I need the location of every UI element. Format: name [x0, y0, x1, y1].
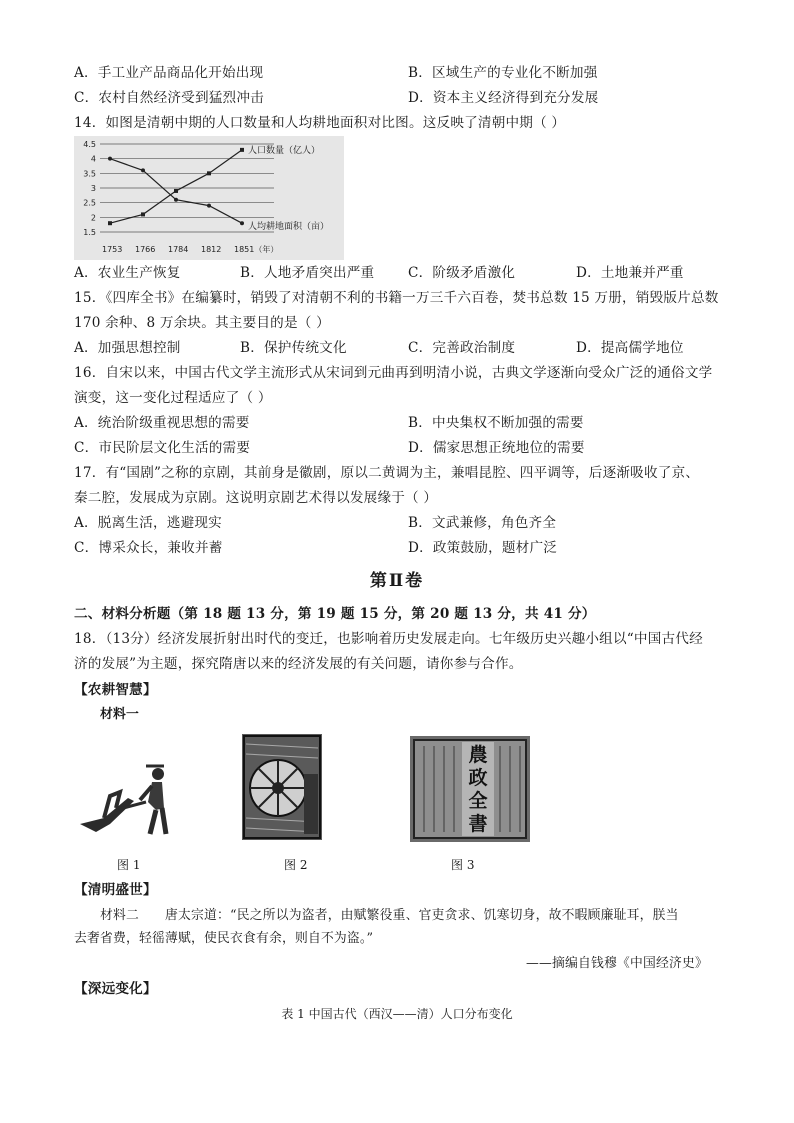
- data-point: [108, 221, 112, 225]
- q16-option-a[interactable]: A．统治阶级重视思想的需要: [74, 415, 250, 431]
- q13-option-a[interactable]: A．手工业产品商品化开始出现: [74, 65, 264, 81]
- data-point: [240, 148, 244, 152]
- y-tick-label: 4.5: [83, 140, 96, 149]
- fig3-caption: 图 3: [451, 858, 475, 872]
- q16-stem-line1: 16．自宋以来，中国古代文学主流形式从宋词到元曲再到明清小说，古典文学逐渐向受众广泛的通俗文学: [74, 365, 713, 381]
- material-2-line1: 材料二 唐太宗道：“民之所以为盗者，由赋繁役重、官吏贪求、饥寒切身，故不暇顾廉耻耳，朕当: [100, 908, 679, 923]
- x-tick-label: 1812: [201, 245, 222, 254]
- table-1-title: 表 1 中国古代（西汉——清）人口分布变化: [281, 1007, 513, 1021]
- q14-option-a[interactable]: A．农业生产恢复: [74, 265, 181, 281]
- legend-farmland: 人均耕地面积（亩）: [248, 222, 330, 233]
- material-1-label: 材料一: [100, 707, 139, 722]
- q16-stem-line2: 演变，这一变化过程适应了（ ）: [74, 390, 272, 406]
- data-point: [207, 171, 211, 175]
- q15-stem-line1: 15．《四库全书》在编纂时，销毁了对清朝不利的书籍一万三千六百卷，焚书总数 15 万册，销毁版片总数: [74, 290, 719, 306]
- fig2-caption: 图 2: [284, 858, 308, 872]
- y-tick-label: 2: [90, 213, 96, 223]
- data-point: [141, 168, 145, 172]
- q15-option-c[interactable]: C．完善政治制度: [408, 340, 516, 356]
- q16-option-b[interactable]: B．中央集权不断加强的需要: [408, 415, 584, 431]
- data-point: [240, 221, 244, 225]
- q14-option-c[interactable]: C．阶级矛盾激化: [408, 265, 516, 281]
- plow-figure-image: [76, 758, 186, 838]
- q15-option-b[interactable]: B．保护传统文化: [240, 340, 347, 356]
- q15-option-a[interactable]: A．加强思想控制: [74, 340, 181, 356]
- section-prosperous-era: 【清明盛世】: [74, 882, 157, 898]
- q14-stem: 14．如图是清朝中期的人口数量和人均耕地面积对比图。这反映了清朝中期（ ）: [74, 115, 566, 131]
- q16-option-d[interactable]: D．儒家思想正统地位的需要: [408, 440, 585, 456]
- section-farming-wisdom: 【农耕智慧】: [74, 682, 157, 698]
- y-tick-label: 3: [90, 184, 96, 193]
- waterwheel-figure-image: [242, 734, 322, 840]
- q15-stem-line2: 170 余种、8 万余块。其主要目的是（ ）: [74, 315, 330, 331]
- part2-heading: 二、材料分析题（第 18 题 13 分，第 19 题 15 分，第 20 题 13 分，共 41 分）: [74, 606, 596, 622]
- q17-stem-line1: 17．有“国剧”之称的京剧，其前身是徽剧，原以二黄调为主，兼唱昆腔、四平调等，后逐渐吸收了京、: [74, 465, 700, 481]
- data-point: [141, 212, 145, 216]
- material-2-line2: 去奢省费，轻徭薄赋，使民衣食有余，则自不为盗。”: [74, 931, 374, 946]
- y-tick-label: 1.5: [83, 228, 96, 237]
- population-land-chart: [74, 136, 344, 260]
- q16-option-c[interactable]: C．市民阶层文化生活的需要: [74, 440, 251, 456]
- y-tick-label: 4: [90, 154, 96, 164]
- q17-option-a[interactable]: A．脱离生活，逃避现实: [74, 515, 222, 531]
- data-point: [174, 189, 178, 193]
- y-tick-label: 3.5: [83, 169, 96, 179]
- data-point: [174, 198, 178, 202]
- data-point: [108, 157, 112, 161]
- data-point: [207, 204, 211, 208]
- q14-option-b[interactable]: B．人地矛盾突出严重: [240, 265, 375, 281]
- q17-stem-line2: 秦二腔，发展成为京剧。这说明京剧艺术得以发展缘于（ ）: [74, 490, 438, 506]
- q14-option-d[interactable]: D．土地兼并严重: [576, 265, 684, 281]
- section-profound-change: 【深远变化】: [74, 981, 157, 997]
- x-tick-label: 1753: [102, 245, 123, 254]
- q18-stem-line1: 18．（13分）经济发展折射出时代的变迁，也影响着历史发展走向。七年级历史兴趣小组以“中国古代经: [74, 631, 703, 647]
- material-2-source: ——摘编自钱穆《中国经济史》: [526, 956, 708, 971]
- book-cover-title: 農政全書: [468, 744, 488, 835]
- q17-option-d[interactable]: D．政策鼓励，题材广泛: [408, 540, 558, 556]
- fig1-caption: 图 1: [117, 858, 141, 872]
- y-tick-label: 2.5: [83, 198, 96, 208]
- x-tick-label: 1766: [135, 245, 156, 254]
- x-tick-label: 1851（年）: [234, 245, 279, 254]
- x-tick-label: 1784: [168, 245, 189, 254]
- q17-option-c[interactable]: C．博采众长，兼收并蓄: [74, 540, 223, 556]
- legend-population: 人口数量（亿人）: [248, 145, 321, 156]
- q13-option-c[interactable]: C．农村自然经济受到猛烈冲击: [74, 90, 264, 106]
- q13-option-b[interactable]: B．区域生产的专业化不断加强: [408, 65, 598, 81]
- q17-option-b[interactable]: B．文武兼修，角色齐全: [408, 515, 557, 531]
- q18-stem-line2: 济的发展”为主题，探究隋唐以来的经济发展的有关问题，请你参与合作。: [74, 656, 523, 672]
- q15-option-d[interactable]: D．提高儒学地位: [576, 340, 684, 356]
- q13-option-d[interactable]: D．资本主义经济得到充分发展: [408, 90, 599, 106]
- part2-title: 第Ⅱ卷: [369, 571, 425, 591]
